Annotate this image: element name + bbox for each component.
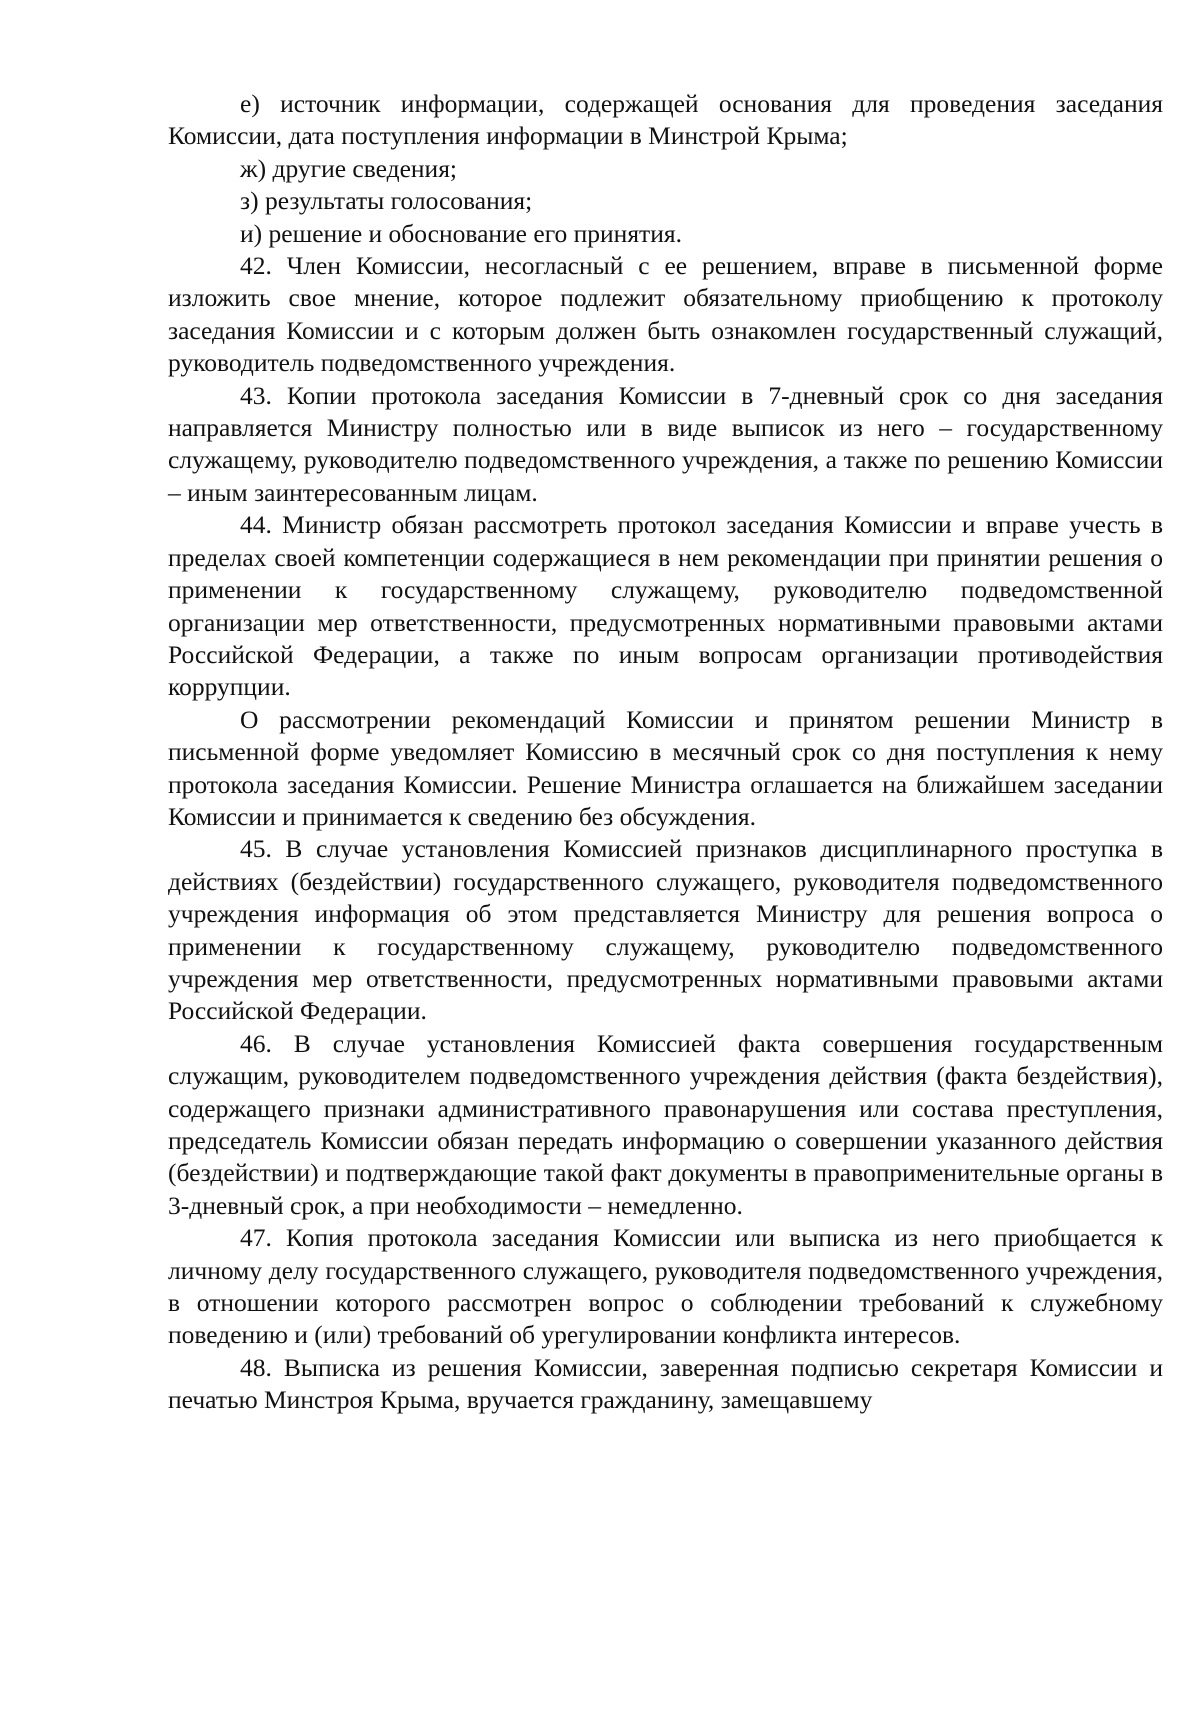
paragraph-44-continued: О рассмотрении рекомендаций Комиссии и принятом решении Министр в письменной форме уведомляет Комиссию в месячный срок со дня поступления к нему протокола заседания Комиссии. Решение Министра оглашается на ближайшем заседании Комиссии и принимается к сведению без обсуждения. [168, 704, 1163, 831]
paragraph-43: 43. Копии протокола заседания Комиссии в 7-дневный срок со дня заседания направляется Министру полностью или в виде выписок из него – государственному служащему, руководителю подведомственного учреждения, а также по решению Комиссии – иным заинтересованным лицам. [168, 380, 1163, 507]
paragraph-48: 48. Выписка из решения Комиссии, заверенная подписью секретаря Комиссии и печатью Минстроя Крыма, вручается гражданину, замещавшему [168, 1352, 1163, 1415]
paragraph-47: 47. Копия протокола заседания Комиссии или выписка из него приобщается к личному делу государственного служащего, руководителя подведомственного учреждения, в отношении которого рассмотрен вопрос о соблюдении требований к служебному поведению и (или) требований об урегулировании конфликта интересов. [168, 1223, 1163, 1350]
paragraph-item-i-decision: и) решение и обоснование его принятия. [240, 218, 682, 248]
paragraph-45: 45. В случае установления Комиссией признаков дисциплинарного проступка в действиях (бездействии) государственного служащего, руководителя подведомственного учреждения информация об этом представляется Министру для решения вопроса о применении к государственному служащему, руководителю подведомственного учреждения мер ответственности, предусмотренных нормативными правовыми актами Российской Федерации. [168, 834, 1163, 1026]
document-page [168, 88, 1163, 1417]
paragraph-42: 42. Член Комиссии, несогласный с ее решением, вправе в письменной форме изложить свое мнение, которое подлежит обязательному приобщению к протоколу заседания Комиссии и с которым должен быть ознакомлен государственный служащий, руководитель подведомственного учреждения. [168, 251, 1163, 378]
paragraph-46: 46. В случае установления Комиссией факта совершения государственным служащим, руководителем подведомственного учреждения действия (факта бездействия), содержащего признаки административного правонарушения или состава преступления, председатель Комиссии обязан передать информацию о совершении указанного действия (бездействии) и подтверждающие такой факт документы в правоприменительные органы в 3-дневный срок, а при необходимости – немедленно. [168, 1028, 1163, 1220]
paragraph-44: 44. Министр обязан рассмотреть протокол заседания Комиссии и вправе учесть в пределах своей компетенции содержащиеся в нем рекомендации при принятии решения о применении к государственному служащему, руководителю подведомственной организации мер ответственности, предусмотренных нормативными правовыми актами Российской Федерации, а также по иным вопросам организации противодействия коррупции. [168, 510, 1163, 702]
paragraph-item-e-source: е) источник информации, содержащей основания для проведения заседания Комиссии, дата поступления информации в Минстрой Крыма; [168, 89, 1163, 151]
paragraph-item-zh-other: ж) другие сведения; [240, 153, 458, 183]
paragraph-item-z-voting: з) результаты голосования; [240, 186, 533, 216]
